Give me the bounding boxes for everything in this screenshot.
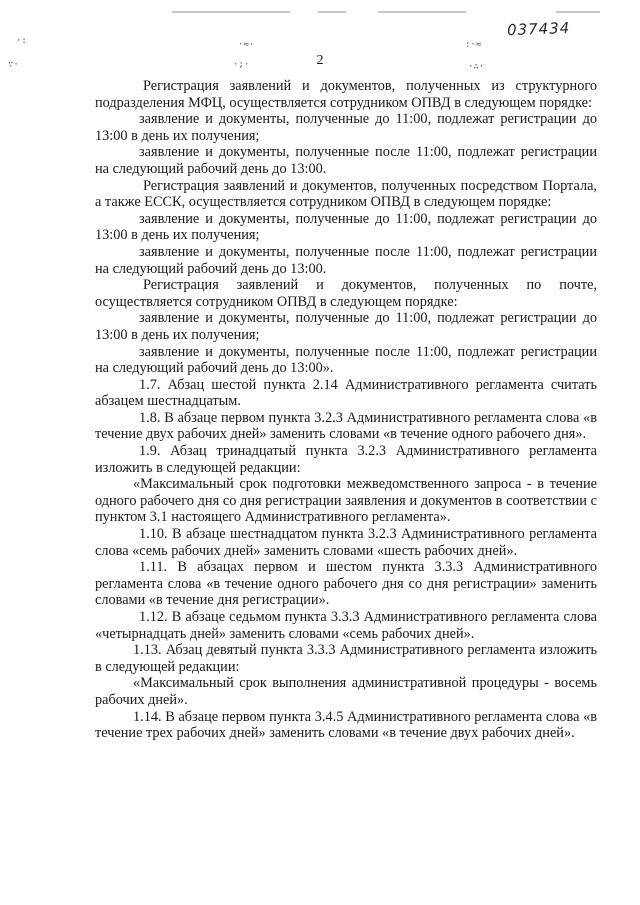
paragraph: заявление и документы, полученные после 11:00, подлежат регистрации на следующий рабочий день до 13:00. (95, 144, 597, 177)
paragraph: 1.7. Абзац шестой пункта 2.14 Административного регламента считать абзацем шестнадцатым. (95, 376, 597, 410)
scan-artifact-line (172, 11, 290, 13)
paragraph: заявление и документы, полученные до 11:00, подлежат регистрации до 13:00 в день их получения; (95, 210, 597, 244)
paragraph: Регистрация заявлений и документов, полученных из структурного подразделения МФЦ, осуществляется сотрудником ОПВД в следующем порядке: (95, 78, 597, 111)
scan-artifact-line (378, 11, 466, 13)
handwritten-number: 037434 (506, 18, 571, 40)
paragraph: заявление и документы, полученные после 11:00, подлежат регистрации на следующий рабочий день до 13:00». (95, 343, 597, 377)
paragraph: 1.8. В абзаце первом пункта 3.2.3 Административного регламента слова «в течение двух рабочих дней» заменить словами «в течение одного рабочего дня». (95, 409, 597, 443)
scan-artifact-line (556, 11, 600, 13)
document-body (95, 78, 597, 742)
scan-speck: ∵· (8, 60, 19, 70)
paragraph: «Максимальный срок подготовки межведомственного запроса - в течение одного рабочего дня со дня регистрации заявления и документов в соответствии с пунктом 3.1 настоящего Административного регламента». (95, 476, 597, 526)
paragraph: Регистрация заявлений и документов, полученных посредством Портала, а также ЕССК, осуществляется сотрудником ОПВД в следующем порядке: (95, 177, 597, 211)
scan-speck: ·: (16, 36, 27, 46)
paragraph: «Максимальный срок выполнения административной процедуры - восемь рабочих дней». (95, 675, 597, 708)
paragraph: заявление и документы, полученные после 11:00, подлежат регистрации на следующий рабочий день до 13:00. (95, 243, 597, 277)
paragraph: 1.14. В абзаце первом пункта 3.4.5 Административного регламента слова «в течение трех рабочих дней» заменить словами «в течение двух рабочих дней». (95, 708, 597, 742)
scan-speck: ·≈· (238, 40, 255, 50)
paragraph: 1.10. В абзаце шестнадцатом пункта 3.2.3 Административного регламента слова «семь рабочих дней» заменить словами «шесть рабочих дней». (95, 526, 597, 559)
scan-speck: :·≈ (465, 40, 482, 50)
page-number: 2 (316, 53, 324, 68)
paragraph: 1.9. Абзац тринадцатый пункта 3.2.3 Административного регламента изложить в следующей редакции: (95, 443, 597, 476)
scan-speck: ·;· (233, 60, 250, 70)
paragraph: 1.11. В абзацах первом и шестом пункта 3.3.3 Административного регламента слова «в течение одного рабочего дня со дня регистрации» заменить словами «в течение дня регистрации». (95, 559, 597, 609)
scan-speck: ·∴· (468, 62, 485, 72)
scan-artifact-line (318, 11, 346, 13)
paragraph: заявление и документы, полученные до 11:00, подлежат регистрации до 13:00 в день их получения; (95, 310, 597, 343)
paragraph: 1.13. Абзац девятый пункта 3.3.3 Административного регламента изложить в следующей редакции: (95, 642, 597, 675)
paragraph: Регистрация заявлений и документов, полученных по почте, осуществляется сотрудником ОПВД в следующем порядке: (95, 277, 597, 310)
paragraph: заявление и документы, полученные до 11:00, подлежат регистрации до 13:00 в день их получения; (95, 111, 597, 144)
paragraph: 1.12. В абзаце седьмом пункта 3.3.3 Административного регламента слова «четырнадцать дней» заменить словами «семь рабочих дней». (95, 609, 597, 642)
